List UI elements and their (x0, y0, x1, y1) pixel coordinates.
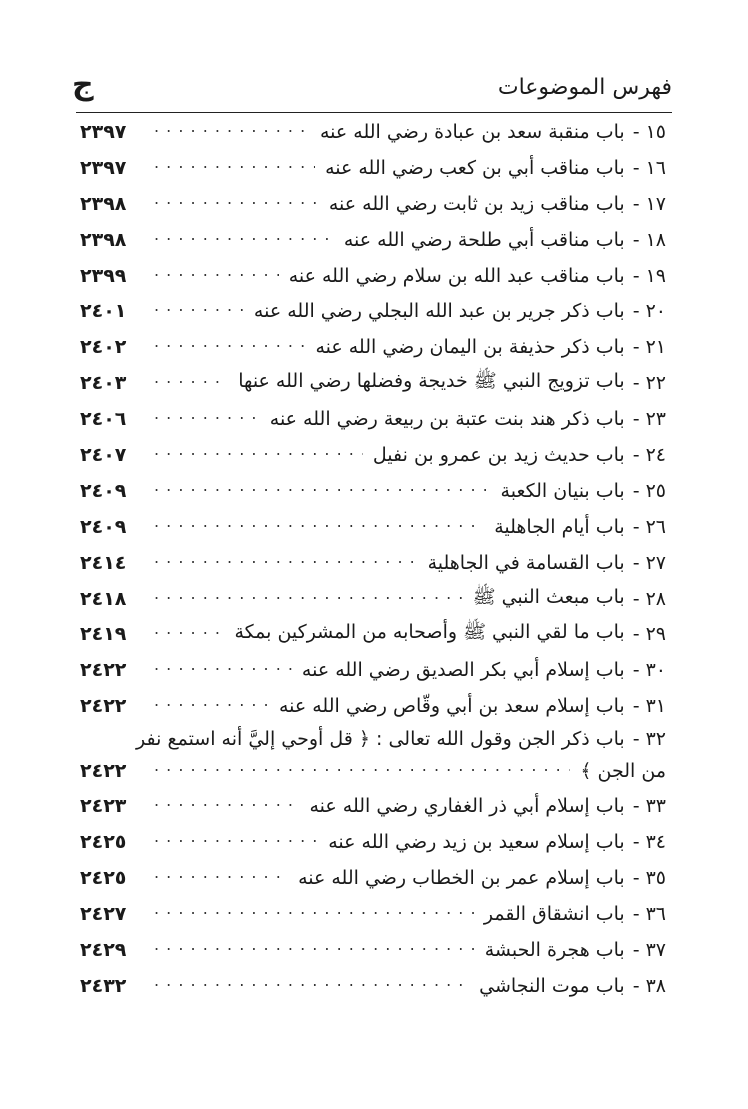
entry-number: ١٥ (645, 120, 666, 143)
entry-page-number: ٢٤٢٥ (80, 830, 127, 853)
entry-number: ١٦ (645, 156, 666, 179)
entry-page-number: ٢٤٢٥ (80, 866, 127, 889)
dot-leader (154, 444, 363, 466)
entry-page-number: ٢٤٠٧ (80, 443, 127, 466)
dot-leader (154, 903, 474, 925)
dot-leader (154, 157, 315, 179)
toc-entry (80, 150, 666, 186)
dot-leader (154, 265, 279, 287)
entry-page-number: ٢٤١٨ (80, 587, 127, 610)
entry-title: باب إسلام سعيد بن زيد رضي الله عنه (328, 830, 625, 853)
entry-page-number: ٢٣٩٩ (80, 264, 127, 287)
entry-separator: - (632, 264, 640, 287)
toc-entry (80, 652, 666, 688)
entry-number: ١٩ (645, 264, 666, 287)
entry-title: باب مناقب أبي طلحة رضي الله عنه (343, 228, 625, 251)
entry-number: ١٨ (645, 228, 666, 251)
entry-title: باب بنيان الكعبة (500, 479, 625, 502)
dot-leader (154, 831, 318, 853)
table-of-contents (80, 114, 666, 1003)
entry-separator: - (632, 795, 640, 818)
entry-title: باب إسلام عمر بن الخطاب رضي الله عنه (298, 866, 625, 889)
toc-entry (80, 258, 666, 294)
entry-page-number: ٢٤٢٢ (80, 760, 127, 783)
entry-page-number: ٢٤٢٢ (80, 695, 127, 718)
entry-page-number: ٢٤٢٧ (80, 902, 127, 925)
entry-number: ١٧ (645, 192, 666, 215)
page-number-letter: ج (72, 67, 94, 102)
entry-separator: - (632, 659, 640, 682)
entry-number: ٣٦ (645, 902, 666, 925)
toc-entry (80, 688, 666, 724)
entry-number: ٣٧ (645, 938, 666, 961)
entry-title: باب هجرة الحبشة (484, 938, 625, 961)
entry-separator: - (632, 830, 640, 853)
entry-number: ٢٣ (645, 408, 666, 431)
dot-leader (154, 336, 305, 358)
dot-leader (154, 867, 288, 889)
entry-title: باب أيام الجاهلية (494, 515, 625, 538)
entry-page-number: ٢٤٠٩ (80, 515, 127, 538)
toc-entry (80, 114, 666, 150)
dot-leader (154, 695, 269, 717)
dot-leader (154, 193, 319, 215)
entry-page-number: ٢٤٢٩ (80, 938, 127, 961)
entry-title: باب إسلام أبي ذر الغفاري رضي الله عنه (309, 795, 625, 818)
entry-separator: - (632, 372, 640, 395)
toc-entry (80, 401, 666, 437)
toc-entry (80, 932, 666, 968)
entry-separator: - (632, 902, 640, 925)
entry-separator: - (632, 728, 640, 751)
toc-entry (80, 860, 666, 896)
entry-title: باب القسامة في الجاهلية (427, 551, 625, 574)
entry-separator: - (632, 479, 640, 502)
dot-leader (154, 659, 292, 681)
toc-entry (80, 824, 666, 860)
entry-title: باب ما لقي النبي ﷺ وأصحابه من المشركين بمكة (234, 621, 625, 644)
entry-title: باب مبعث النبي ﷺ (472, 585, 625, 608)
entry-number: ٣٢ (645, 728, 666, 751)
entry-number: ٣٣ (645, 795, 666, 818)
dot-leader (154, 372, 228, 394)
entry-title: باب حديث زيد بن عمرو بن نفيل (372, 443, 625, 466)
entry-separator: - (632, 120, 640, 143)
dot-leader (154, 623, 224, 645)
entry-separator: - (632, 587, 640, 610)
entry-page-number: ٢٣٩٧ (80, 120, 127, 143)
entry-title: باب منقبة سعد بن عبادة رضي الله عنه (320, 120, 625, 143)
entry-number: ٢٢ (645, 372, 666, 395)
entry-title: باب إسلام سعد بن أبي وقّاص رضي الله عنه (278, 695, 625, 718)
entry-separator: - (632, 156, 640, 179)
toc-entry-line-2 (80, 754, 666, 788)
entry-page-number: ٢٤١٤ (80, 551, 127, 574)
entry-number: ٢٠ (645, 300, 666, 323)
toc-entry (80, 365, 666, 401)
dot-leader (154, 552, 418, 574)
dot-leader (154, 121, 310, 143)
toc-entry (80, 724, 666, 788)
entry-number: ٢٧ (645, 551, 666, 574)
toc-entry (80, 788, 666, 824)
toc-entry (80, 509, 666, 545)
entry-number: ٣٤ (645, 830, 666, 853)
toc-entry (80, 581, 666, 617)
entry-title: باب مناقب عبد الله بن سلام رضي الله عنه (288, 264, 625, 287)
toc-entry (80, 186, 666, 222)
entry-number: ٣٨ (645, 974, 666, 997)
entry-number: ٣٥ (645, 866, 666, 889)
toc-entry (80, 222, 666, 258)
entry-page-number: ٢٤٠١ (80, 300, 127, 323)
entry-separator: - (632, 515, 640, 538)
dot-leader (154, 939, 475, 961)
entry-page-number: ٢٤٢٢ (80, 659, 127, 682)
entry-separator: - (632, 408, 640, 431)
entry-title: باب ذكر جرير بن عبد الله البجلي رضي الله عنه (253, 300, 625, 323)
entry-title: باب موت النجاشي (479, 974, 625, 997)
entry-number: ٣٠ (645, 659, 666, 682)
entry-title-continued: من الجن ﴾ (580, 760, 666, 783)
toc-entry (80, 896, 666, 932)
dot-leader (154, 795, 300, 817)
entry-separator: - (632, 866, 640, 889)
entry-title: باب مناقب أبي بن كعب رضي الله عنه (325, 156, 625, 179)
entry-separator: - (632, 443, 640, 466)
toc-entry (80, 968, 666, 1004)
entry-separator: - (632, 551, 640, 574)
entry-title: باب ذكر الجن وقول الله تعالى : ﴿ قل أوحي إليَّ أنه استمع نفر (136, 728, 625, 751)
toc-entry (80, 545, 666, 581)
entry-separator: - (632, 192, 640, 215)
dot-leader (154, 975, 469, 997)
toc-entry (80, 437, 666, 473)
toc-entry-line-1 (80, 724, 666, 754)
entry-number: ٢٥ (645, 479, 666, 502)
entry-page-number: ٢٤٠٣ (80, 372, 127, 395)
header-divider (76, 112, 672, 113)
dot-leader (154, 408, 260, 430)
entry-number: ٢٨ (645, 587, 666, 610)
entry-separator: - (632, 336, 640, 359)
entry-page-number: ٢٣٩٨ (80, 192, 127, 215)
entry-title: باب إسلام أبي بكر الصديق رضي الله عنه (301, 659, 625, 682)
entry-title: باب انشقاق القمر (483, 902, 625, 925)
entry-separator: - (632, 228, 640, 251)
entry-page-number: ٢٤٣٢ (80, 974, 127, 997)
entry-separator: - (632, 695, 640, 718)
page-title: فهرس الموضوعات (497, 75, 672, 100)
dot-leader (154, 300, 244, 322)
entry-page-number: ٢٤٠٢ (80, 336, 127, 359)
entry-page-number: ٢٤٠٩ (80, 479, 127, 502)
dot-leader (154, 516, 484, 538)
entry-number: ٢٩ (645, 623, 666, 646)
entry-separator: - (632, 623, 640, 646)
dot-leader (154, 760, 570, 782)
toc-entry (80, 473, 666, 509)
entry-title: باب ذكر هند بنت عتبة بن ربيعة رضي الله عنه (269, 408, 625, 431)
entry-separator: - (632, 974, 640, 997)
entry-page-number: ٢٤١٩ (80, 623, 127, 646)
entry-title: باب مناقب زيد بن ثابت رضي الله عنه (328, 192, 625, 215)
dot-leader (154, 480, 491, 502)
entry-number: ٣١ (645, 695, 666, 718)
entry-number: ٢١ (645, 336, 666, 359)
toc-entry (80, 616, 666, 652)
toc-entry (80, 293, 666, 329)
dot-leader (154, 229, 334, 251)
entry-separator: - (632, 938, 640, 961)
entry-title: باب تزويج النبي ﷺ خديجة وفضلها رضي الله عنها (238, 370, 625, 393)
entry-number: ٢٤ (645, 443, 666, 466)
entry-page-number: ٢٤٢٣ (80, 795, 127, 818)
entry-separator: - (632, 300, 640, 323)
entry-title: باب ذكر حذيفة بن اليمان رضي الله عنه (315, 336, 625, 359)
page-header (72, 68, 672, 108)
toc-entry (80, 329, 666, 365)
entry-page-number: ٢٤٠٦ (80, 408, 127, 431)
entry-number: ٢٦ (645, 515, 666, 538)
dot-leader (154, 588, 463, 610)
entry-page-number: ٢٣٩٨ (80, 228, 127, 251)
entry-page-number: ٢٣٩٧ (80, 156, 127, 179)
